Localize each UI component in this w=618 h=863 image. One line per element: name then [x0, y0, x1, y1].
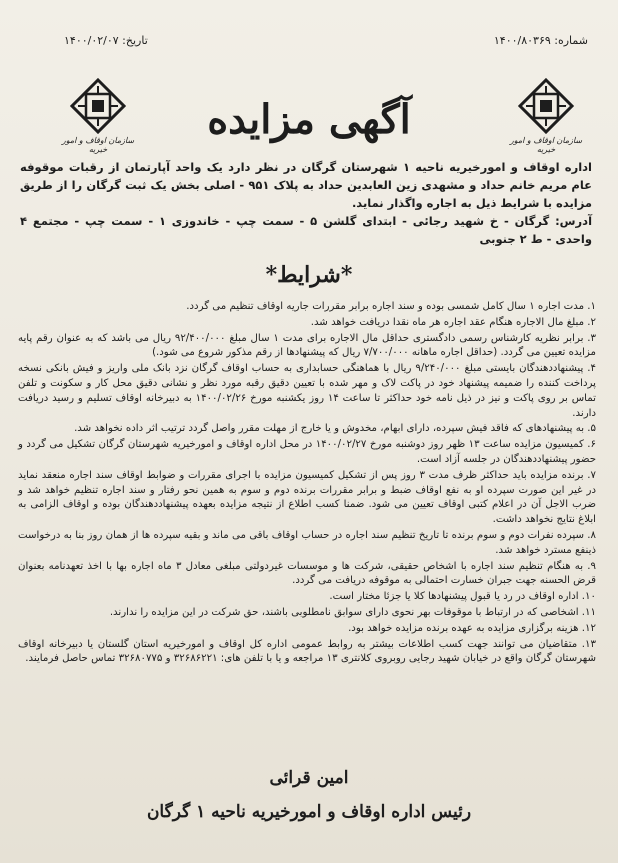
condition-item: ۷. برنده مزایده باید حداکثر ظرف مدت ۳ روز پس از تشکیل کمیسیون مزایده با اجرای مقررات و ضوابط اوقاف سند اجاره منعقد نماید در غیر این صورت سپرده او به نفع اوقاف ضبط و برابر مقررات برنده دوم و سوم به همین نحو رفتار و سند اجاره تنظیم خواهد شد و ضرب الاجل آن در اعلام کتبی اوقاف تعیین می شود. ضمنا کسب اطلاع از نتیجه مزایده بعهده پیشنهاددهندگان بوده و اوقاف الزامی به ابلاغ نتایج نخواهد داشت. — [18, 469, 596, 526]
condition-item: ۱۰. اداره اوقاف در رد یا قبول پیشنهادها کلا یا جزئا مختار است. — [329, 591, 596, 603]
document-date: تاریخ: ۱۴۰۰/۰۲/۰۷ — [64, 34, 148, 47]
page-title: آگهی مزایده — [207, 96, 411, 143]
signer-role: رئیس اداره اوقاف و امورخیریه ناحیه ۱ گرگان — [146, 802, 472, 822]
logo-caption: سازمان اوقاف و امور خیریه — [509, 136, 583, 154]
condition-item: ۲. مبلغ مال الاجاره هنگام عقد اجاره هر ماه نقدا دریافت خواهد شد. — [310, 316, 596, 328]
condition-item: ۹. به هنگام تنظیم سند اجاره با اشخاص حقیقی، شرکت ها و موسسات غیردولتی مبلغی معادل ۳ ماه اجاره بها با اخذ تعهدنامه بعنوان قرض الحسنه جهت جبران خسارت احتمالی به موقوفه دریافت می گردد. — [18, 560, 597, 587]
logo-caption: سازمان اوقاف و امور خیریه — [61, 136, 135, 154]
condition-item: ۴. پیشنهاددهندگان بایستی مبلغ ۹/۲۴۰/۰۰۰ ریال با هماهنگی حسابداری به حساب اوقاف گرگان نزد بانک ملی واریز و فیش بانکی نسخه پرداخت کننده را ضمیمه پیشنهاد خود در پاکت لاک و مهر شده با تعیین دقیق رقبه مورد نظر و نشانی دقیق محل کار و سکونت و تلفن تماس بر روی پاکت و نیز در ذیل نامه خود حداکثر تا ساعت ۱۴ روز یکشنبه مورخ ۱۴۰۰/۰۲/۲۶ به دبیرخانه اوقاف تسلیم و رسید دریافت دارند. — [18, 363, 597, 419]
condition-item: ۱۳. متقاضیان می توانند جهت کسب اطلاعات بیشتر به روابط عمومی اداره کل اوقاف و امورخیریه استان گلستان یا دبیرخانه اوقاف شهرستان گرگان واقع در خیابان شهید رجایی روبروی کلانتری ۱۳ مراجعه و یا با تلفن های: ۳۲۶۸۶۲۲۱ و ۳۲۶۸۰۷۷۵ تماس حاصل فرمایند. — [18, 638, 596, 665]
condition-item: ۱۲. هزینه برگزاری مزایده به عهده برنده مزایده خواهد بود. — [348, 622, 596, 634]
document-number: شماره: ۱۴۰۰/۸۰۳۶۹ — [493, 34, 588, 47]
conditions-title: *شرایط* — [265, 262, 353, 288]
signer-name: امین قرائی — [269, 768, 349, 788]
intro-section — [20, 158, 592, 248]
intro-address: آدرس: گرگان - خ شهید رجائی - ابتدای گلشن ۵ - سمت چپ - خاندوزی ۱ - سمت چپ - مجتمع ۴ واحدی - ط ۲ جنوبی — [20, 214, 593, 246]
condition-item: ۵. به پیشنهادهای که فاقد فیش سپرده، دارای ابهام، مخدوش و یا خارج از مهلت مقرر واصل گردد ترتیب اثر داده نخواهد شد. — [74, 423, 596, 435]
condition-item: ۸. سپرده نفرات دوم و سوم برنده تا تاریخ تنظیم سند اجاره در حساب اوقاف باقی می ماند و بقیه سپرده ها از همان روز بنا به درخواست ذینفع مسترد خواهد شد. — [18, 529, 596, 556]
condition-item: ۶. کمیسیون مزایده ساعت ۱۳ ظهر روز دوشنبه مورخ ۱۴۰۰/۰۲/۲۷ در محل اداره اوقاف و امورخیریه شهرستان گرگان تشکیل می گردد و حضور پیشنهاددهندگان در جلسه آزاد است. — [18, 439, 596, 465]
signature-block — [0, 768, 618, 822]
condition-item: ۱. مدت اجاره ۱ سال کامل شمسی بوده و سند اجاره برابر مقررات جاریه اوقاف تنظیم می گردد. — [186, 301, 596, 312]
condition-item: ۱۱. اشخاصی که در ارتباط با موقوفات بهر نحوی دارای سوابق نامطلوبی باشند، حق شرکت در این مزایده را ندارند. — [109, 606, 596, 618]
conditions-list — [18, 300, 596, 668]
intro-body: اداره اوقاف و امورخیریه ناحیه ۱ شهرستان گرگان در نظر دارد یک واحد آپارتمان از رقبات موقوفه عام مریم خانم حداد و مشهدی زین العابدین حداد به پلاک ۹۵۱ - اصلی بخش یک ثبت گرگان را از طریق مزایده با شرایط ذیل به اجاره واگذار نماید. — [20, 160, 592, 210]
condition-item: ۳. برابر نظریه کارشناس رسمی دادگستری حداقل مال الاجاره برای مدت ۱ سال مبلغ ۹۲/۴۰۰/۰۰۰ ریال می باشد که به عنوان رقم پایه مزایده تعیین می گردد. (حداقل اجاره ماهانه ۷/۷۰۰/۰۰۰ ریال که پیشنهادها از رقم مذکور شروع می شود.) — [18, 332, 596, 359]
